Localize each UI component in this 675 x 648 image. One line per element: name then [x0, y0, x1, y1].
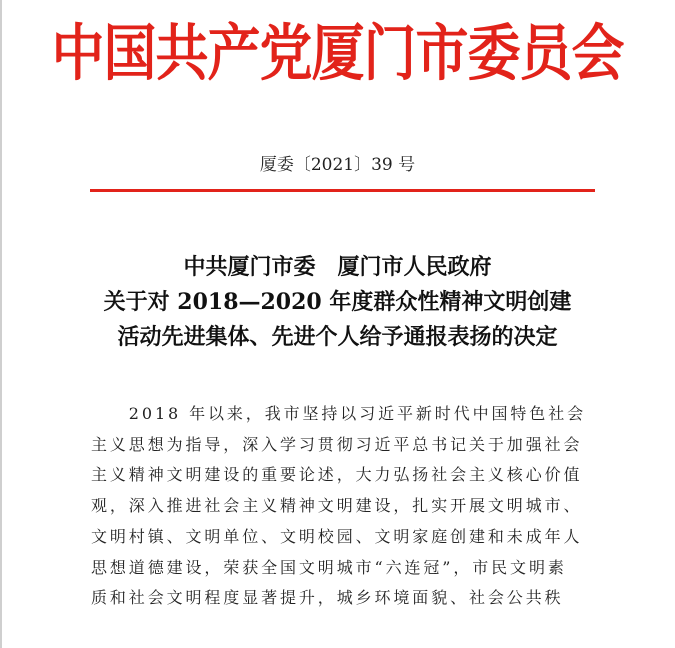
body-line: 思想道德建设，荣获全国文明城市“六连冠”，市民文明素	[91, 557, 567, 577]
document-body	[91, 399, 611, 614]
body-line: 观，深入推进社会主义精神文明建设，扎实开展文明城市、	[91, 496, 583, 516]
title-line-2: 关于对 2018—2020 年度群众性精神文明创建	[103, 289, 572, 315]
body-line: 2018 年以来，我市坚持以习近平新时代中国特色社会	[91, 404, 587, 423]
title-line-1: 中共厦门市委 厦门市人民政府	[183, 254, 492, 280]
document-number: 厦委〔2021〕39 号	[259, 155, 416, 175]
body-line: 质和社会文明程度显著提升，城乡环境面貌、社会公共秩	[91, 588, 564, 608]
body-line: 主义精神文明建设的重要论述，大力弘扬社会主义核心价值	[91, 465, 583, 485]
body-line: 文明村镇、文明单位、文明校园、文明家庭创建和未成年人	[91, 526, 583, 546]
document-masthead: 中国共产党厦门市委员会	[51, 17, 624, 90]
title-line-3: 活动先进集体、先进个人给予通报表扬的决定	[117, 324, 558, 350]
document-title	[0, 250, 675, 355]
red-separator-rule	[90, 189, 595, 192]
body-line: 主义思想为指导，深入学习贯彻习近平总书记关于加强社会	[91, 434, 583, 454]
